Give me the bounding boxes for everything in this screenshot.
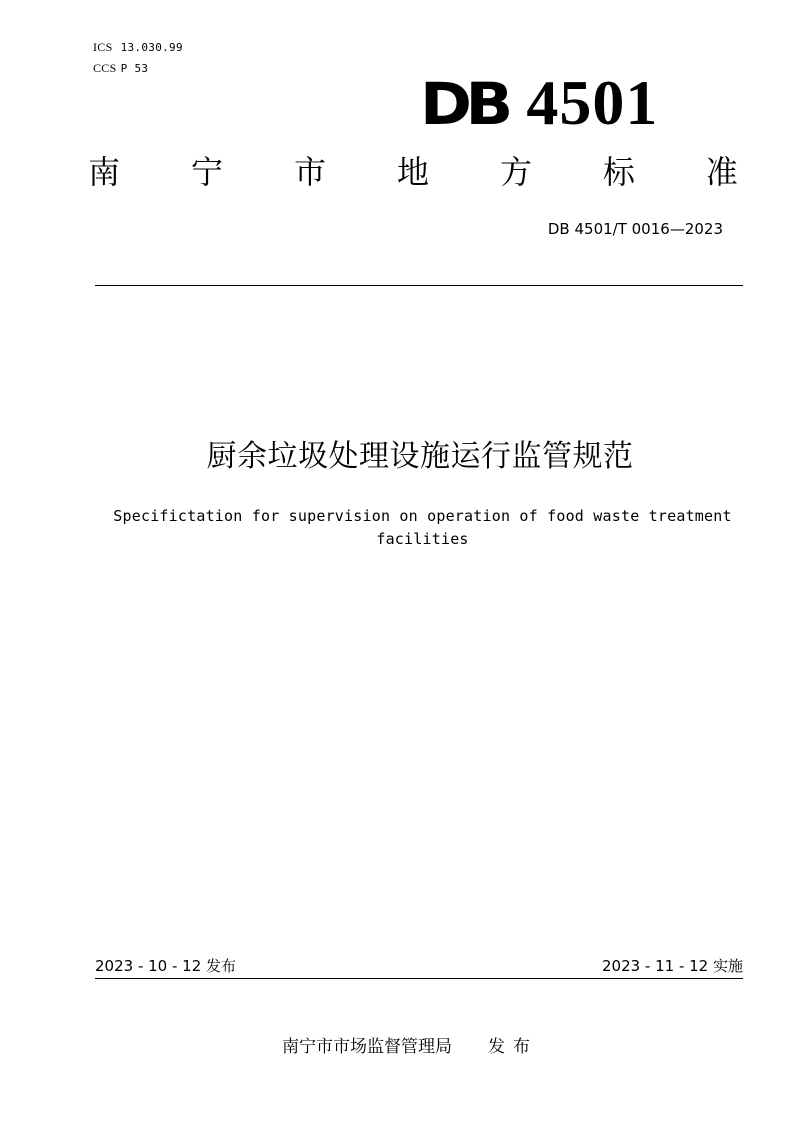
ccs-value: P 53: [120, 62, 149, 75]
standard-type-heading: [88, 152, 738, 192]
ccs-label: CCS: [93, 61, 117, 75]
title-english: [95, 505, 750, 551]
issuer-line: [0, 1035, 800, 1059]
db-logo-number: 4501: [526, 67, 659, 138]
standard-type-char: 准: [705, 153, 738, 191]
issue-date: 2023 - 10 - 12 发布: [95, 957, 237, 975]
bottom-divider: [95, 978, 743, 979]
ics-classification: [93, 40, 183, 55]
standard-type-char: 南: [88, 153, 121, 191]
db-standard-logo: [420, 68, 680, 138]
title-english-line: Specifictation for supervision on operation of food waste treatment: [113, 507, 732, 525]
ics-value: 13.030.99: [120, 41, 183, 54]
issuer-action: 发布: [488, 1037, 538, 1057]
issuer-name: 南宁市市场监督管理局: [282, 1037, 452, 1057]
title-chinese: 厨余垃圾处理设施运行监管规范: [206, 439, 634, 474]
standard-type-char: 宁: [190, 153, 223, 191]
standard-code: DB 4501/T 0016—2023: [547, 220, 723, 238]
standard-type-char: 地: [396, 153, 429, 191]
implementation-date: 2023 - 11 - 12 实施: [601, 957, 743, 975]
standard-type-char: 标: [602, 153, 635, 191]
standard-type-char: 方: [499, 153, 532, 191]
standard-type-char: 市: [293, 153, 326, 191]
title-english-line: facilities: [376, 530, 469, 548]
top-divider: [95, 285, 743, 286]
ccs-classification: [93, 61, 148, 76]
db-logo-prefix: DB: [420, 70, 507, 138]
ics-label: ICS: [93, 40, 113, 54]
